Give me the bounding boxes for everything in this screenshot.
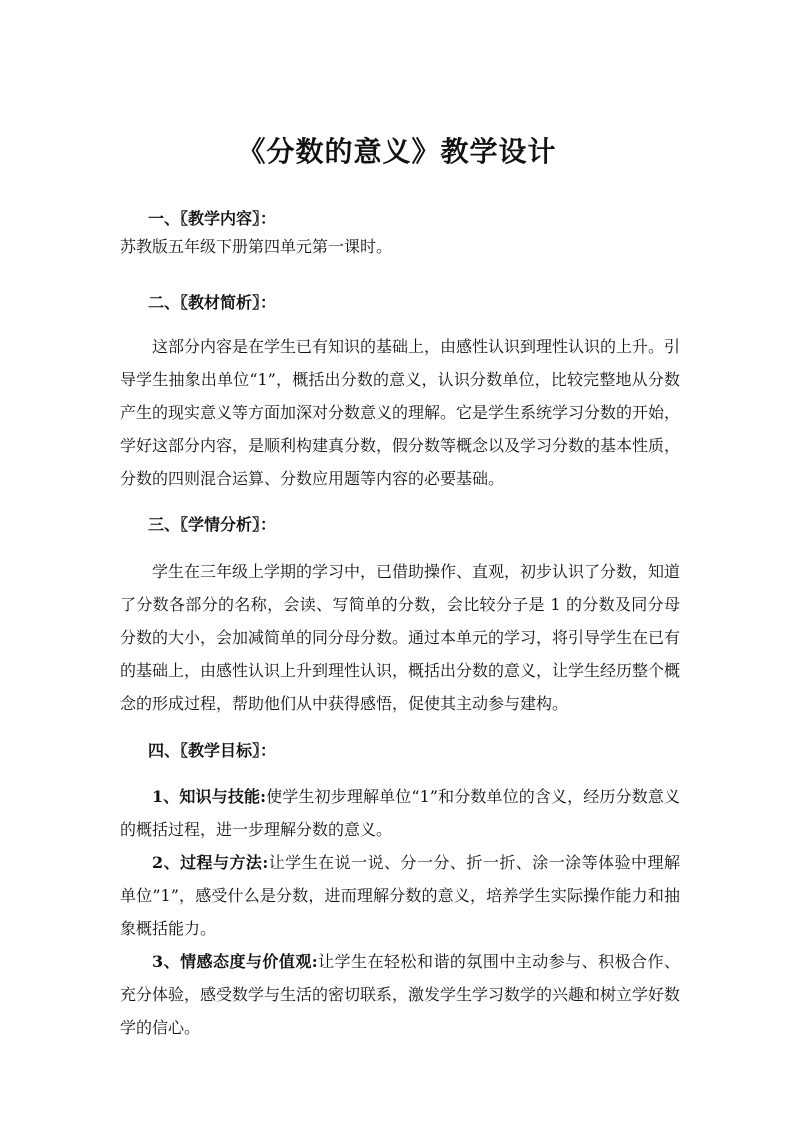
goal-text: 使学生初步理解单位“1”和分数单位的含义，经历分数意义的概括过程，进一步理解分数的意义。 xyxy=(120,787,680,839)
section-text-textbook: 这部分内容是在学生已有知识的基础上，由感性认识到理性认识的上升。引导学生抽象出单位“1”，概括出分数的意义，认识分数单位，比较完整地从分数产生的现实意义等方面加深对分数意义的理解。它是学生系统学习分数的开始，学好这部分内容，是顺利构建真分数，假分数等概念以及学习分数的基本性质，分数的四则混合运算、分数应用题等内容的必要基础。 xyxy=(120,337,681,488)
goal-item xyxy=(120,780,680,846)
goal-item xyxy=(120,945,680,1044)
section-heading-goals: 四、〖教学目标〗： xyxy=(148,741,277,760)
goal-text: 让学生在轻松和谐的氛围中主动参与、积极合作、充分体验，感受数学与生活的密切联系，激发学生学习数学的兴趣和树立学好数学的信心。 xyxy=(120,952,681,1037)
section-heading-textbook: 二、〖教材简析〗： xyxy=(148,293,277,312)
goal-label: 1、知识与技能: xyxy=(152,787,267,806)
goal-label: 2、过程与方法: xyxy=(152,853,269,872)
section-heading-content: 一、〖教学内容〗： xyxy=(148,209,277,228)
page-title: 《分数的意义》教学设计 xyxy=(237,135,557,168)
goal-label: 3、情感态度与价值观: xyxy=(152,952,318,971)
section-text-students: 学生在三年级上学期的学习中，已借助操作、直观，初步认识了分数，知道了分数各部分的名称，会读、写简单的分数，会比较分子是 1 的分数及同分母分数的大小，会加减简单的同分母分数。通过本单元的学习，将引导学生在已有的基础上，由感性认识上升到理性认识，概括出分数的意义，让学生经历整个概念的形成过程，帮助他们从中获得感悟，促使其主动参与建构。 xyxy=(120,562,681,713)
goal-item xyxy=(120,846,680,945)
section-heading-students: 三、〖学情分析〗： xyxy=(148,515,277,534)
section-text-content: 苏教版五年级下册第四单元第一课时。 xyxy=(120,237,393,256)
goal-text: 让学生在说一说、分一分、折一折、涂一涂等体验中理解单位”1”，感受什么是分数，进而理解分数的意义，培养学生实际操作能力和抽象概括能力。 xyxy=(120,853,680,938)
